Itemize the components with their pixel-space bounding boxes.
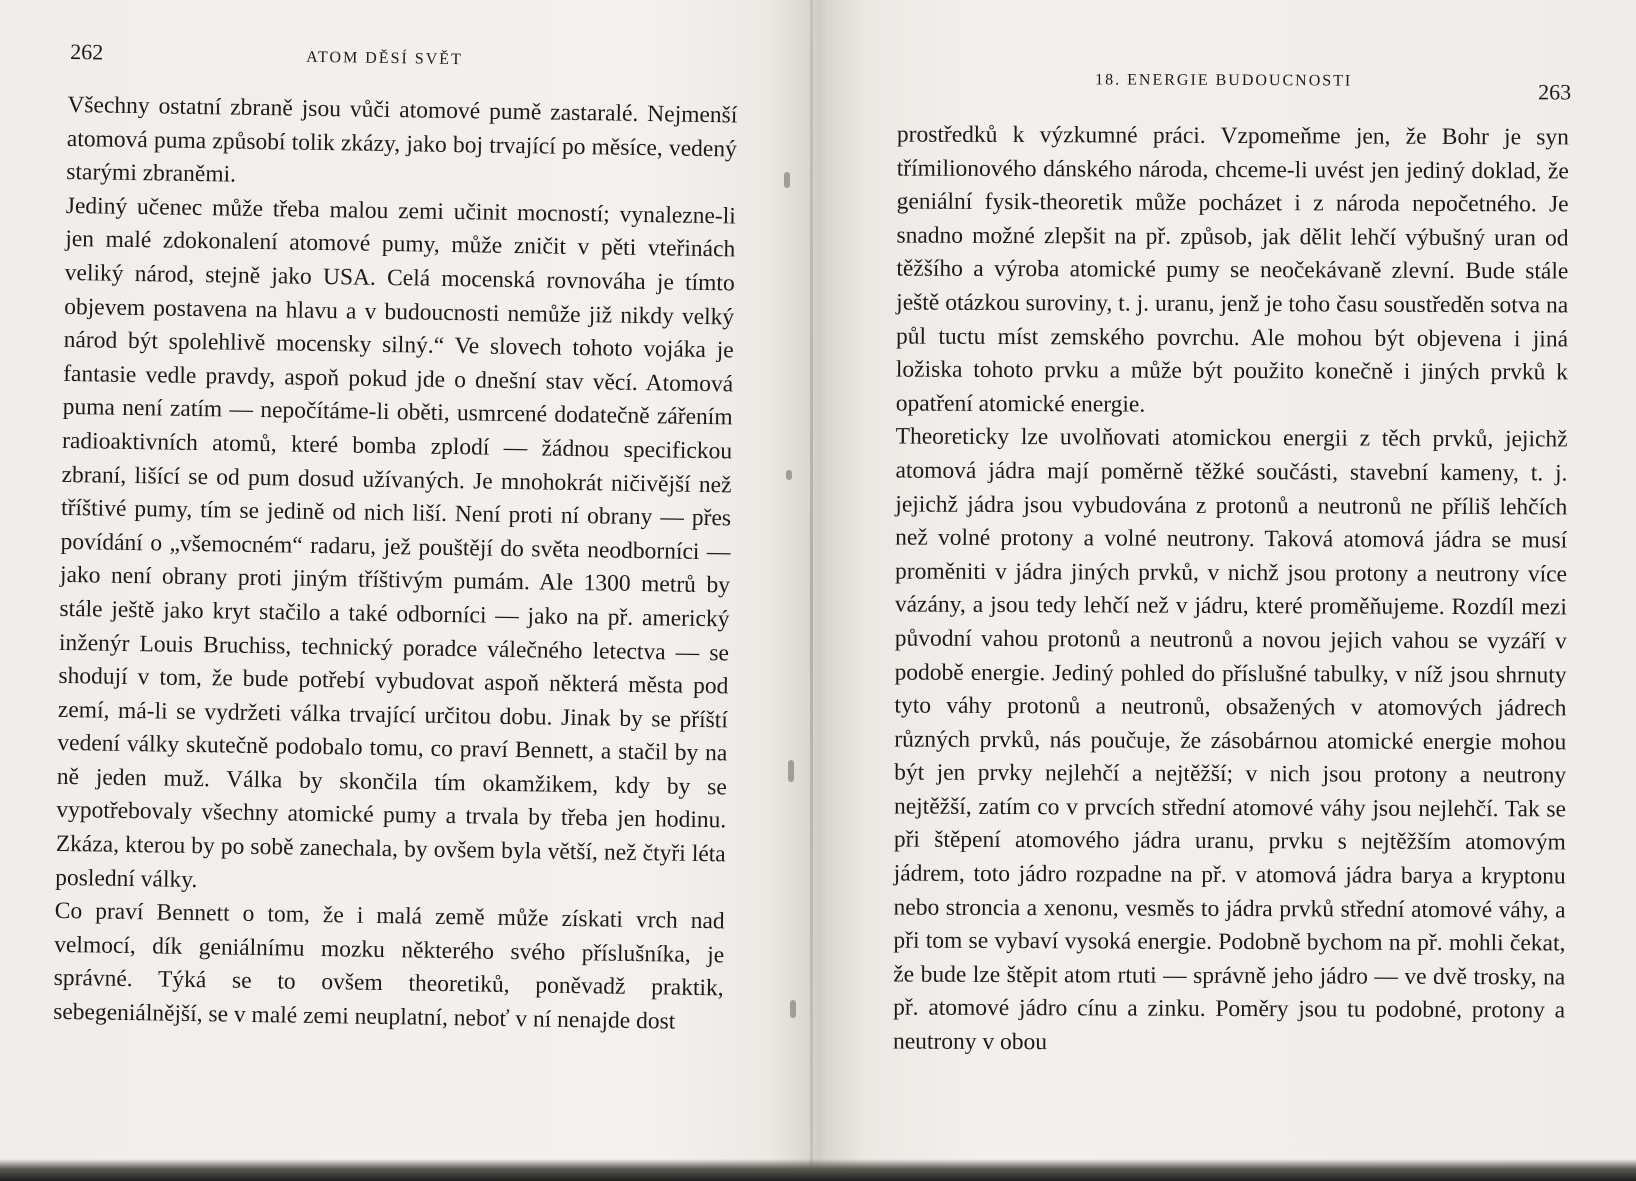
left-running-head: [48, 38, 739, 94]
binding-mark: [786, 470, 792, 480]
left-paragraph-3: Co praví Bennett o tom, že i malá země může získati vrch nad velmocí, dík geniálnímu mozku některého svého příslušníka, je správné. Týká se to ovšem theoretiků, poněvadž praktik, sebegeniálnější, se v malé zemi neuplatní, neboť v ní nenajde dost: [52, 898, 725, 1035]
left-body-text: [33, 89, 738, 1040]
right-running-head: [897, 71, 1572, 114]
binding-mark: [790, 1000, 796, 1018]
right-body-text: [893, 119, 1569, 1063]
binding-mark: [784, 172, 790, 188]
right-running-title: 18. ENERGIE BUDOUCNOSTI: [1095, 71, 1353, 90]
left-paragraph-2: Jediný učenec může třeba malou zemi učinit mocností; vynalezne-li jen malé zdokonalení atomové pumy, může zničit v pěti vteřinách veliký národ, stejně jako USA. Celá mocenská rovnováha je tímto objevem postavena na hlavu a v budoucnosti nemůže již nikdy velký národ být spolehlivě mocensky silný.“ Ve slovech tohoto vojáka je fantasie vedle pravdy, aspoň pokud jde o dnešní stav věcí. Atomová puma není zatím — nepočítáme-li oběti, usmrcené dodatečně zářením radioaktivních atomů, které bomba zplodí — žádnou specifickou zbraní, lišící se od pum dosud užívaných. Je mnohokrát ničivější než tříštivé pumy, tím se jedině od nich liší. Není proti ní obrany — přes povídání o „všemocném“ radaru, jež pouštějí do světa neodborníci — jako není obrany proti jiným tříštivým pumám. Ale 1300 metrů by stále ještě jako kryt stačilo a také odborníci — jako na př. americký inženýr Louis Bruchiss, technický poradce válečného letectva — se shodují v tom, že bude potřebí vybudovat aspoň některá města pod zemí, má-li se vydržeti válka trvající určitou dobu. Jinak by se příští vedení války skutečně podobalo tomu, co praví Bennett, a stačil by na ně jeden muž. Válka by skončila tím okamžikem, kdy by se vypotřebovaly všechny atomické pumy a trvala by třeba jen hodinu. Zkáza, kterou by po sobě zanechala, by ovšem byla větší, než čtyři léta poslední války.: [55, 192, 736, 893]
left-page: [31, 0, 739, 1165]
right-page-number: 263: [1538, 79, 1572, 105]
book-gutter: [810, 0, 813, 1181]
left-running-title: ATOM DĚSÍ SVĚT: [306, 48, 463, 69]
binding-mark: [788, 760, 794, 782]
right-paragraph-2: Theoreticky lze uvolňovati atomickou energii z těch prvků, jejichž atomová jádra mají poměrně těžké součásti, stavební kameny, t. j. jejichž jádra jsou vybudována z protonů a neutronů ne příliš lehčích než volné protony a volné neutrony. Taková atomová jádra se musí proměniti v jádra jiných prvků, v nichž jsou protony a neutrony více vázány, a jsou tedy lehčí než v jádru, které proměňujeme. Rozdíl mezi původní vahou protonů a neutronů a novou jejich vahou se vyzáří v podobě energie. Jediný pohled do příslušné tabulky, v níž jsou shrnuty tyto váhy protonů a neutronů, obsažených v atomových jádrech různých prvků, nás poučuje, že zásobárnou atomické energie mohou být jen prvky nejlehčí a nejtěžší; v nich jsou protony a neutrony nejtěžší, zatím co v prvcích střední atomové váhy jsou nejlehčí. Tak se při štěpení atomového jádra uranu, prvku s nejtěžším atomovým jádrem, toto jádro rozpadne na př. v atomová jádra barya a kryptonu nebo stroncia a xenonu, vesměs to jádra prvků střední atomové váhy, a při tom se vybaví vysoká energie. Podobně bychom na př. mohli čekat, že bude lze štěpit atom rtuti — správně jeho jádro — ve dvě trosky, na př. atomové jádro cínu a zinku. Poměry jsou tu podobné, protony a neutrony v obou: [892, 423, 1568, 1056]
right-paragraph-1: prostředků k výzkumné práci. Vzpomeňme jen, že Bohr je syn třímilionového dánského národa, chceme-li uvést jen jediný doklad, že geniální fysik-theoretik může pocházet i z národa nepočetného. Je snadno možné zlepšit na př. způsob, jak dělit lehčí výbušný uran od těžšího a výroba atomické pumy se neočekávaně zlevní. Bude stále ještě otázkou suroviny, t. j. uranu, jenž je toho času soustředěn sotva na půl tuctu míst zemského povrchu. Ale mohou být objevena i jiná ložiska tohoto prvku a může být použito konečně i jiných prvků k opatření atomické energie.: [895, 121, 1569, 418]
left-page-number: 262: [70, 38, 104, 65]
left-paragraph-1: Všechny ostatní zbraně jsou vůči atomové pumě zastaralé. Nejmenší atomová puma způsobí tolik zkázy, jako boj trvající po měsíce, vedený starými zbraněmi.: [66, 91, 738, 188]
right-page: [892, 0, 1572, 1161]
book-bottom-edge: [0, 1159, 1636, 1181]
